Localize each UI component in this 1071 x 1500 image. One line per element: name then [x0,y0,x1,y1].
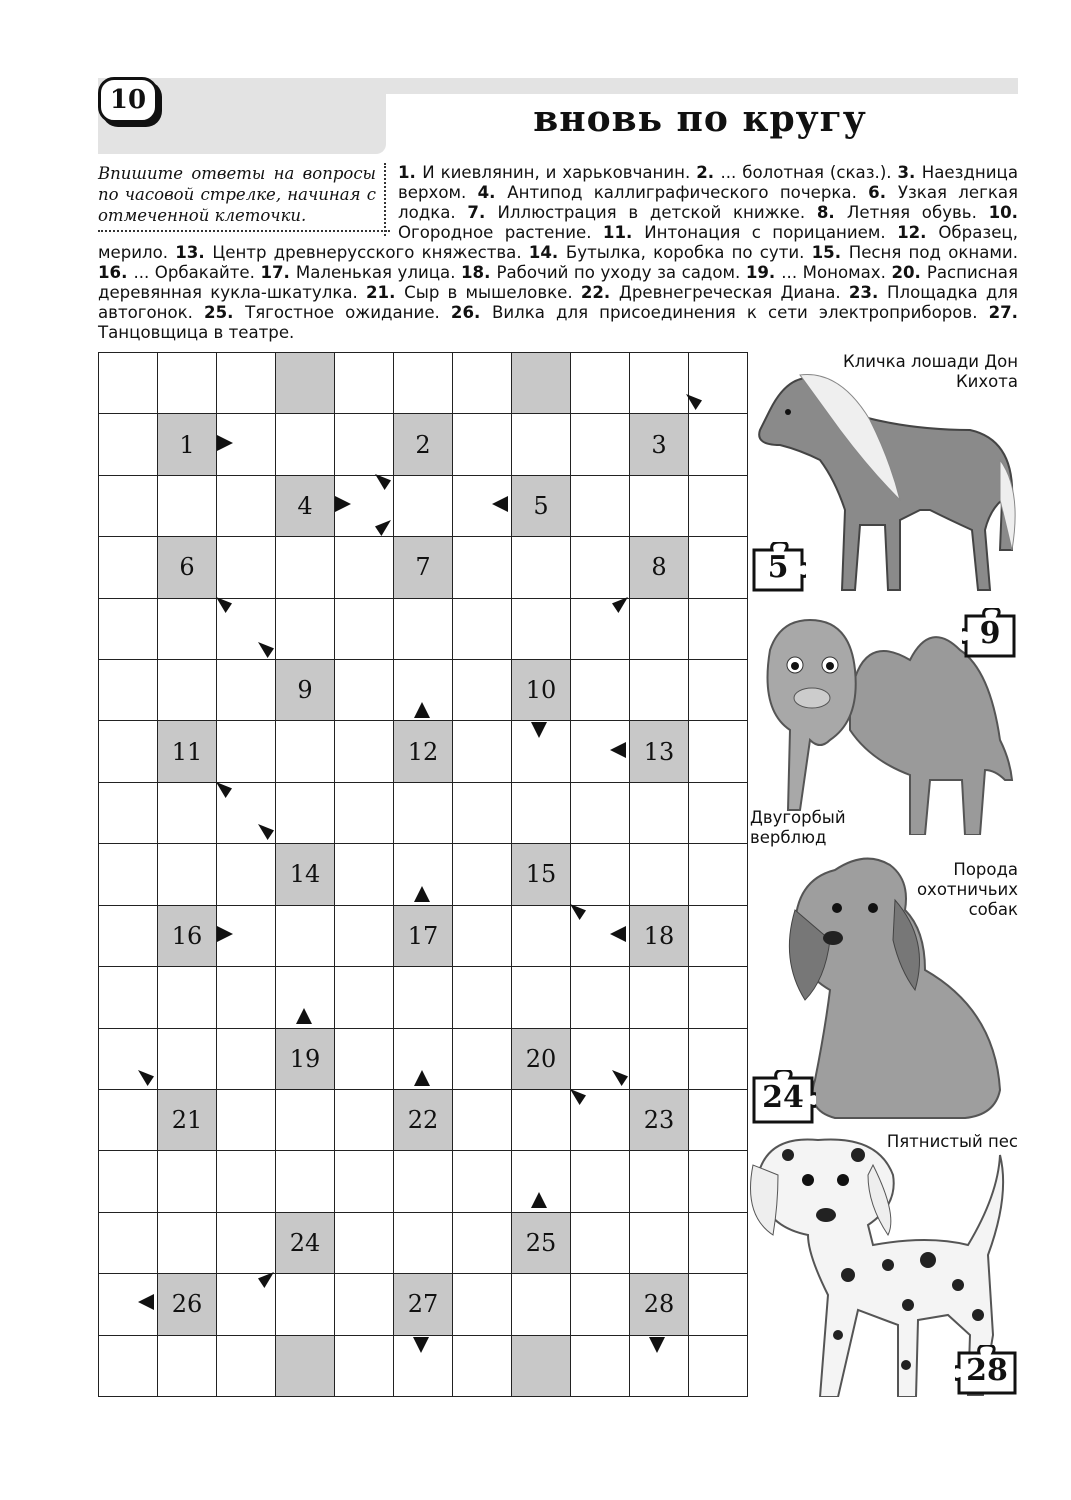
grid-cell[interactable] [216,536,276,598]
grid-cell[interactable] [334,1273,394,1335]
grid-cell[interactable] [157,1150,217,1212]
clue-text: Вилка для присоединения к сети электроприборов. [491,303,989,322]
numbered-cell[interactable]: 3 [629,413,689,475]
numbered-cell[interactable]: 26 [157,1273,217,1335]
numbered-cell[interactable]: 18 [629,905,689,967]
grid-cell[interactable] [157,659,217,721]
grid-cell[interactable] [629,1150,689,1212]
clue-text: Летняя обувь. [846,203,989,222]
grid-cell[interactable] [688,1273,748,1335]
numbered-cell[interactable]: 24 [275,1212,335,1274]
grid-cell[interactable] [511,905,571,967]
clue-number: 15. [811,243,849,262]
caption-camel: Двугорбый верблюд [750,808,846,847]
grid-cell[interactable] [570,966,630,1028]
grid-cell[interactable] [629,1028,689,1090]
grid-cell[interactable] [393,782,453,844]
grid-cell[interactable] [452,1028,512,1090]
direction-arrow-icon [414,1070,430,1086]
grid-cell[interactable] [452,1212,512,1274]
numbered-cell[interactable]: 21 [157,1089,217,1151]
grid-cell[interactable] [334,720,394,782]
grid-cell[interactable] [688,659,748,721]
grid-cell[interactable] [275,1089,335,1151]
clue-number: 26. [450,303,492,322]
clue-text: И киевлянин, и харьковчанин. [422,163,697,182]
clue-text: Образец, мерило. [98,223,1018,262]
grid-cell[interactable] [688,1028,748,1090]
caption-dalmatian: Пятнистый пес [886,1132,1018,1151]
grid-cell[interactable] [452,598,512,660]
grid-cell[interactable] [334,352,394,414]
clue-text: Площадка для автогонок. [98,283,1018,322]
grid-cell[interactable] [98,1089,158,1151]
caption-spaniel: Порода охотничьих собак [916,860,1018,919]
grid-cell[interactable] [688,1089,748,1151]
clue-text: Маленькая улица. [295,263,462,282]
grid-cell[interactable] [629,352,689,414]
grid-cell[interactable] [216,1212,276,1274]
numbered-cell[interactable]: 8 [629,536,689,598]
instruction-border-vertical [384,163,392,236]
grid-cell[interactable] [511,1089,571,1151]
grid-cell[interactable] [688,536,748,598]
grid-cell[interactable] [570,352,630,414]
grid-cell[interactable] [452,966,512,1028]
shaded-cell[interactable] [275,352,335,414]
grid-cell[interactable] [216,1150,276,1212]
grid-cell[interactable] [275,413,335,475]
grid-cell[interactable] [452,659,512,721]
grid-cell[interactable] [570,536,630,598]
grid-cell[interactable] [511,966,571,1028]
shaded-cell[interactable] [511,352,571,414]
clue-text: ... болотная (сказ.). [720,163,898,182]
grid-cell[interactable] [275,536,335,598]
page-number-badge: 10 [98,77,158,123]
grid-cell[interactable] [688,413,748,475]
grid-cell[interactable] [98,475,158,537]
grid-cell[interactable] [688,966,748,1028]
grid-cell[interactable] [216,1028,276,1090]
grid-cell[interactable] [216,475,276,537]
grid-cell[interactable] [688,782,748,844]
clue-number: 11. [602,223,645,242]
grid-cell[interactable] [452,413,512,475]
direction-arrow-icon [610,926,626,942]
grid-cell[interactable] [452,352,512,414]
numbered-cell[interactable]: 15 [511,843,571,905]
grid-cell[interactable] [98,352,158,414]
grid-cell[interactable] [393,1150,453,1212]
direction-arrow-icon [531,722,547,738]
grid-cell[interactable] [157,782,217,844]
grid-cell[interactable] [157,1335,217,1397]
grid-cell[interactable] [452,536,512,598]
clue-text: ... Орбакайте. [133,263,261,282]
direction-arrow-icon [414,886,430,902]
grid-cell[interactable] [511,413,571,475]
grid-cell[interactable] [98,536,158,598]
grid-cell[interactable] [275,1150,335,1212]
grid-cell[interactable] [452,843,512,905]
numbered-cell[interactable]: 12 [393,720,453,782]
caption-horse: Кличка лошади Дон Кихота [842,352,1018,391]
grid-cell[interactable] [334,782,394,844]
clue-text: Бутылка, коробка по сути. [565,243,812,262]
instruction-text: Впишите ответы на вопросы по часовой стрелке, начиная с отмеченной клеточки. [98,164,376,225]
numbered-cell[interactable]: 5 [511,475,571,537]
grid-cell[interactable] [98,905,158,967]
clue-text: Антипод каллиграфического почерка. [507,183,869,202]
grid-cell[interactable] [98,1212,158,1274]
grid-cell[interactable] [275,1273,335,1335]
clue-number: 10. [988,203,1018,222]
direction-arrow-icon [217,926,233,942]
clue-text: Сыр в мышеловке. [404,283,581,302]
numbered-cell[interactable]: 14 [275,843,335,905]
clue-number: 25. [204,303,246,322]
puzzle-tag-24: 24 [750,1070,816,1124]
clue-text: Расписная деревянная кукла-шкатулка. [98,263,1018,302]
grid-cell[interactable] [393,598,453,660]
direction-arrow-icon [414,702,430,718]
grid-cell[interactable] [157,352,217,414]
grid-cell[interactable] [275,598,335,660]
numbered-cell[interactable]: 4 [275,475,335,537]
grid-cell[interactable] [688,1335,748,1397]
grid-cell[interactable] [334,1089,394,1151]
numbered-cell[interactable]: 23 [629,1089,689,1151]
numbered-cell[interactable]: 7 [393,536,453,598]
clue-number: 2. [696,163,721,182]
direction-arrow-icon [610,742,626,758]
grid-cell[interactable] [393,966,453,1028]
grid-cell[interactable] [393,352,453,414]
grid-cell[interactable] [98,598,158,660]
clue-number: 6. [868,183,898,202]
numbered-cell[interactable]: 1 [157,413,217,475]
clue-text: Танцовщица в театре. [98,323,295,342]
grid-cell[interactable] [393,475,453,537]
grid-cell[interactable] [570,1150,630,1212]
grid-cell[interactable] [570,1212,630,1274]
grid-cell[interactable] [629,598,689,660]
grid-cell[interactable] [570,1273,630,1335]
clue-number: 7. [467,203,498,222]
grid-cell[interactable] [629,475,689,537]
clue-number: 22. [580,283,619,302]
clue-number: 13. [175,243,213,262]
numbered-cell[interactable]: 17 [393,905,453,967]
clue-text: Иллюстрация в детской книжке. [497,203,817,222]
grid-cell[interactable] [688,1150,748,1212]
grid-cell[interactable] [275,720,335,782]
clue-number: 1. [398,163,423,182]
grid-cell[interactable] [334,966,394,1028]
clue-number: 27. [988,303,1018,322]
shaded-cell[interactable] [275,1335,335,1397]
numbered-cell[interactable]: 6 [157,536,217,598]
grid-cell[interactable] [629,843,689,905]
grid-cell[interactable] [570,659,630,721]
numbered-cell[interactable]: 19 [275,1028,335,1090]
grid-cell[interactable] [216,720,276,782]
grid-cell[interactable] [688,475,748,537]
puzzle-tag-9: 9 [962,608,1018,658]
grid-cell[interactable] [157,598,217,660]
grid-cell[interactable] [393,1212,453,1274]
direction-arrow-icon [217,435,233,451]
grid-cell[interactable] [688,905,748,967]
clue-number: 12. [897,223,939,242]
grid-cell[interactable] [334,536,394,598]
grid-cell[interactable] [334,1150,394,1212]
grid-cell[interactable] [157,1028,217,1090]
puzzle-tag-5: 5 [750,542,806,592]
clue-number: 14. [528,243,566,262]
direction-arrow-icon [531,1192,547,1208]
grid-cell[interactable] [98,1335,158,1397]
crossword-grid [98,352,747,1396]
grid-cell[interactable] [452,905,512,967]
clue-text: ... Мономах. [781,263,892,282]
numbered-cell[interactable]: 25 [511,1212,571,1274]
clue-text: Рабочий по уходу за садом. [496,263,746,282]
clue-text: Узкая легкая лодка. [398,183,1018,222]
grid-cell[interactable] [629,659,689,721]
numbered-cell[interactable]: 11 [157,720,217,782]
clue-text: Древнегреческая Диана. [618,283,849,302]
grid-cell[interactable] [570,475,630,537]
grid-cell[interactable] [157,966,217,1028]
numbered-cell[interactable]: 2 [393,413,453,475]
clue-text: Песня под окнами. [848,243,1018,262]
grid-cell[interactable] [275,905,335,967]
grid-cell[interactable] [98,413,158,475]
grid-cell[interactable] [511,1273,571,1335]
instruction-border [98,230,390,238]
grid-cell[interactable] [570,843,630,905]
direction-arrow-icon [649,1337,665,1353]
clue-text: Интонация с порицанием. [644,223,898,242]
grid-cell[interactable] [98,659,158,721]
grid-cell[interactable] [334,905,394,967]
grid-cell[interactable] [98,966,158,1028]
clue-text: Тягостное ожидание. [245,303,451,322]
numbered-cell[interactable]: 16 [157,905,217,967]
grid-cell[interactable] [98,1150,158,1212]
grid-cell[interactable] [629,966,689,1028]
grid-cell[interactable] [98,782,158,844]
direction-arrow-icon [492,496,508,512]
direction-arrow-icon [335,496,351,512]
shaded-cell[interactable] [511,1335,571,1397]
grid-cell[interactable] [216,659,276,721]
numbered-cell[interactable]: 20 [511,1028,571,1090]
grid-cell[interactable] [216,352,276,414]
grid-cell[interactable] [157,843,217,905]
direction-arrow-icon [296,1008,312,1024]
clue-number: 21. [366,283,405,302]
grid-cell[interactable] [216,1335,276,1397]
grid-cell[interactable] [688,1212,748,1274]
clue-number: 4. [477,183,508,202]
grid-cell[interactable] [511,536,571,598]
grid-cell[interactable] [98,720,158,782]
grid-cell[interactable] [688,720,748,782]
clue-number: 3. [897,163,922,182]
grid-cell[interactable] [334,1212,394,1274]
direction-arrow-icon [413,1337,429,1353]
page-title: вновь по кругу [533,98,867,140]
grid-cell[interactable] [452,1273,512,1335]
clue-text: Огородное растение. [398,223,603,242]
clue-number: 20. [891,263,927,282]
clue-text: Наездница верхом. [398,163,1018,202]
grid-cell[interactable] [511,598,571,660]
clue-number: 23. [848,283,887,302]
grid-cell[interactable] [452,1150,512,1212]
grid-cell[interactable] [570,1335,630,1397]
grid-cell[interactable] [216,843,276,905]
grid-cell[interactable] [216,1089,276,1151]
grid-cell[interactable] [629,782,689,844]
clue-number: 19. [745,263,782,282]
puzzle-tag-28: 28 [955,1345,1019,1395]
grid-cell[interactable] [216,966,276,1028]
grid-cell[interactable] [452,720,512,782]
clue-number: 16. [98,263,134,282]
grid-cell[interactable] [157,1212,217,1274]
grid-cell[interactable] [629,1212,689,1274]
grid-cell[interactable] [334,413,394,475]
grid-cell[interactable] [688,598,748,660]
grid-cell[interactable] [334,1335,394,1397]
numbered-cell[interactable]: 13 [629,720,689,782]
numbered-cell[interactable]: 10 [511,659,571,721]
grid-cell[interactable] [452,1335,512,1397]
numbered-cell[interactable]: 27 [393,1273,453,1335]
grid-cell[interactable] [688,843,748,905]
numbered-cell[interactable]: 9 [275,659,335,721]
clue-number: 8. [816,203,847,222]
clue-text: Центр древнерусского княжества. [212,243,529,262]
grid-cell[interactable] [570,413,630,475]
grid-cell[interactable] [275,782,335,844]
grid-cell[interactable] [570,782,630,844]
grid-cell[interactable] [334,659,394,721]
grid-cell[interactable] [452,782,512,844]
numbered-cell[interactable]: 28 [629,1273,689,1335]
clue-number: 18. [461,263,497,282]
grid-cell[interactable] [334,843,394,905]
numbered-cell[interactable]: 22 [393,1089,453,1151]
grid-cell[interactable] [511,782,571,844]
clue-number: 17. [260,263,296,282]
grid-cell[interactable] [452,1089,512,1151]
grid-cell[interactable] [98,843,158,905]
grid-cell[interactable] [334,598,394,660]
grid-cell[interactable] [334,1028,394,1090]
direction-arrow-icon [138,1294,154,1310]
grid-cell[interactable] [157,475,217,537]
